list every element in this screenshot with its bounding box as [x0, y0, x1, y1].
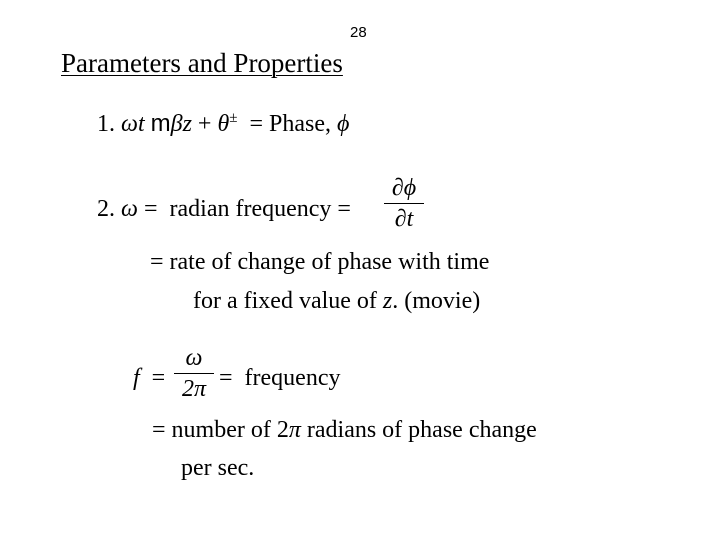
frequency-equals-1: = [151, 365, 166, 391]
frequency-fraction-bar [174, 373, 214, 374]
slide-title: Parameters and Properties [61, 48, 343, 78]
phi-symbol: ϕ [337, 111, 350, 137]
mp-symbol: m [150, 110, 171, 137]
theta-superscript: ± [229, 110, 238, 126]
frequency-rhs [219, 366, 341, 390]
omega-numerator: ω [185, 345, 203, 371]
fraction-bar [384, 203, 424, 204]
phase-text: Phase, [269, 111, 332, 137]
item-2-label: 2. [97, 196, 115, 222]
omega-symbol: ω [121, 196, 138, 222]
radians-phase-change-line [152, 418, 537, 442]
theta: θ [217, 111, 230, 137]
dphi-dt-fraction [384, 176, 424, 231]
item-1-label: 1. [97, 111, 115, 137]
rate-of-change-line: = rate of change of phase with time [150, 249, 490, 275]
pi-symbol: π [288, 417, 301, 443]
beta-z: βz [170, 111, 192, 137]
z-variable: z [382, 288, 393, 314]
two-pi-denominator: 2π [181, 376, 207, 402]
item-2-equation [97, 197, 351, 221]
item-2-equals: = [143, 196, 158, 222]
radian-frequency-text: radian frequency = [169, 196, 351, 222]
number-of-text: = number of 2 [152, 417, 289, 443]
item-1-equation [97, 111, 349, 136]
fixed-value-line [193, 289, 480, 313]
item-1-equals: = [249, 111, 264, 137]
per-sec-line: per sec. [181, 455, 255, 481]
fixed-value-text: for a fixed value of [193, 288, 377, 314]
plus-sign: + [197, 111, 212, 137]
radians-text: radians of phase change [300, 417, 537, 443]
movie-text: . (movie) [392, 288, 481, 314]
omega-t: ωt [121, 111, 145, 137]
frequency-equals-2: = [219, 365, 233, 391]
frequency-text: frequency [244, 365, 341, 391]
fraction-numerator: ∂ϕ [391, 175, 417, 201]
fraction-denominator: ∂t [394, 206, 414, 232]
slide-number: 28 [350, 24, 367, 41]
f-variable: f [133, 365, 140, 391]
omega-over-2pi-fraction [174, 346, 214, 401]
frequency-lhs [133, 366, 165, 390]
